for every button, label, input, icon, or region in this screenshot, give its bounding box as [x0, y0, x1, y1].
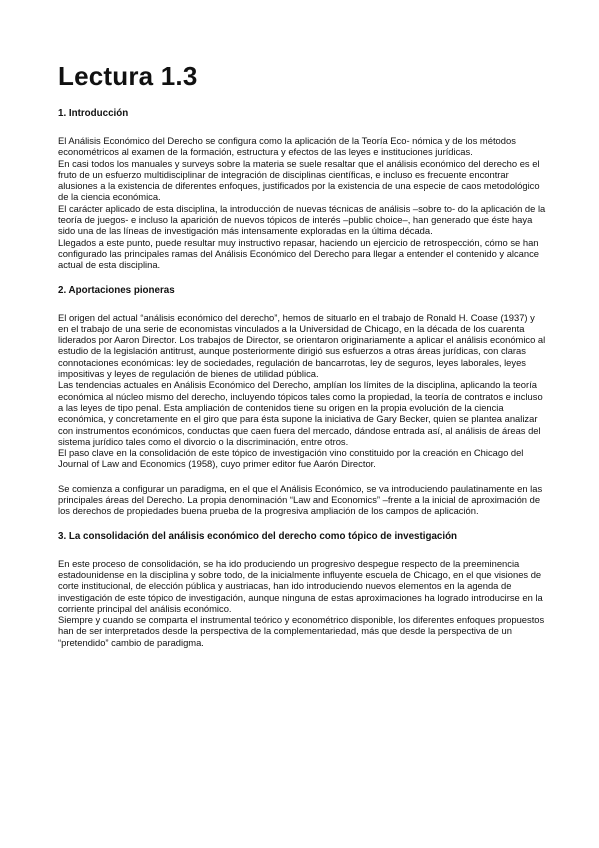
- document-page: [58, 58, 546, 648]
- document-title: Lectura 1.3: [58, 61, 198, 91]
- paragraph: El origen del actual “análisis económico del derecho”, hemos de situarlo en el trabajo de Ronald H. Coase (1937) y en el trabajo de una serie de economistas vinculados a la Universidad de Chicago, en la década de los cuarenta liderados por Aaron Director. Los trabajos de Director, se orientaron originariamente a aplicar el análisis económico al estudio de la legislación antitrust, aunque posteriormente dirigió sus esfuerzos a otras áreas jurídicas, con claras connotaciones económicas: ley de sociedades, regulación de bancarrotas, ley de seguros, leyes laborales, leyes impositivas y leyes de regulación de bienes de utilidad pública.: [58, 311, 546, 380]
- paragraph: En este proceso de consolidación, se ha ido produciendo un progresivo despegue respecto de la preeminencia estadounidense en la disciplina y sobre todo, de la inicialmente influyente escuela de Chicago, en el que visiones de corte institucional, de elección pública y austriacas, han ido introduciendo nuevos elementos en la agenda de investigación de este tópico de investigación, aunque ninguna de estas aproximaciones ha logrado introducirse en la corriente principal del análisis económico.: [58, 557, 543, 614]
- paragraph: El Análisis Económico del Derecho se configura como la aplicación de la Teoría Eco- nómica y de los métodos econométricos al examen de la formación, estructura y efectos de las leyes e instituciones jurídicas.: [58, 135, 516, 158]
- paragraph: Siempre y cuando se comparta el instrumental teórico y econométrico disponible, los diferentes enfoques propuestos han de ser interpretados desde la perspectiva de la complementariedad, más que desde la perspectiva de un “pretendido” cambio de paradigma.: [58, 614, 545, 648]
- section-heading-aportaciones: 2. Aportaciones pioneras: [58, 284, 175, 296]
- section-heading-consolidacion: 3. La consolidación del análisis económico del derecho como tópico de investigación: [58, 530, 458, 542]
- paragraph: El paso clave en la consolidación de este tópico de investigación vino constituido por la creación en Chicago del Journal of Law and Economics (1958), cuyo primer editor fue Aarón Director.: [58, 447, 524, 470]
- section-heading-introduccion: 1. Introducción: [58, 108, 129, 119]
- paragraph: Se comienza a configurar un paradigma, en el que el Análisis Económico, se va introduciendo paulatinamente en las principales áreas del Derecho. La propia denominación “Law and Economics” –frente a la inicial de aproximación de los derechos de propiedades buena prueba de la progresiva ampliación de los campos de aplicación.: [58, 482, 543, 517]
- paragraph: En casi todos los manuales y surveys sobre la materia se suele resaltar que el análisis económico del derecho es el fruto de un esfuerzo multidisciplinar de integración de disciplinas científicas, e incluso es frecuente encontrar alusiones a la existencia de diferentes enfoques, justificados por la existencia de una especie de caos metodológico de la ciencia económica.: [58, 157, 540, 203]
- paragraph: Las tendencias actuales en Análisis Económico del Derecho, amplían los límites de la disciplina, aplicando la teoría económica al núcleo mismo del derecho, incluyendo tópicos tales como la propiedad, la teoría de contratos e incluso a las leyes de tipo penal. Esta ampliación de contenidos tiene su origen en la propia evolución de la ciencia económica, y concretamente en el giro que para ésta supone la iniciativa de Gary Becker, quien se plantea analizar con instrumentos económicos, conductas que caen fuera del mercado, dándose entrada así, al análisis de áreas del sistema jurídico tales como el divorcio o la discriminación, entre otros.: [58, 379, 543, 447]
- paragraph: Llegados a este punto, puede resultar muy instructivo repasar, haciendo un ejercicio de retrospección, cómo se han configurado las principales ramas del Análisis Económico del Derecho para llegar a entender el contenido y alcance actual de esta disciplina.: [58, 236, 540, 271]
- paragraph: El carácter aplicado de esta disciplina, la introducción de nuevas técnicas de análisis –sobre to- do la aplicación de la teoría de juegos- e incluso la aparición de nuevos tópicos de interés –public choice–, han generado que éste haya sido una de las líneas de investigación más intensamente exploradas en la última década.: [58, 202, 546, 237]
